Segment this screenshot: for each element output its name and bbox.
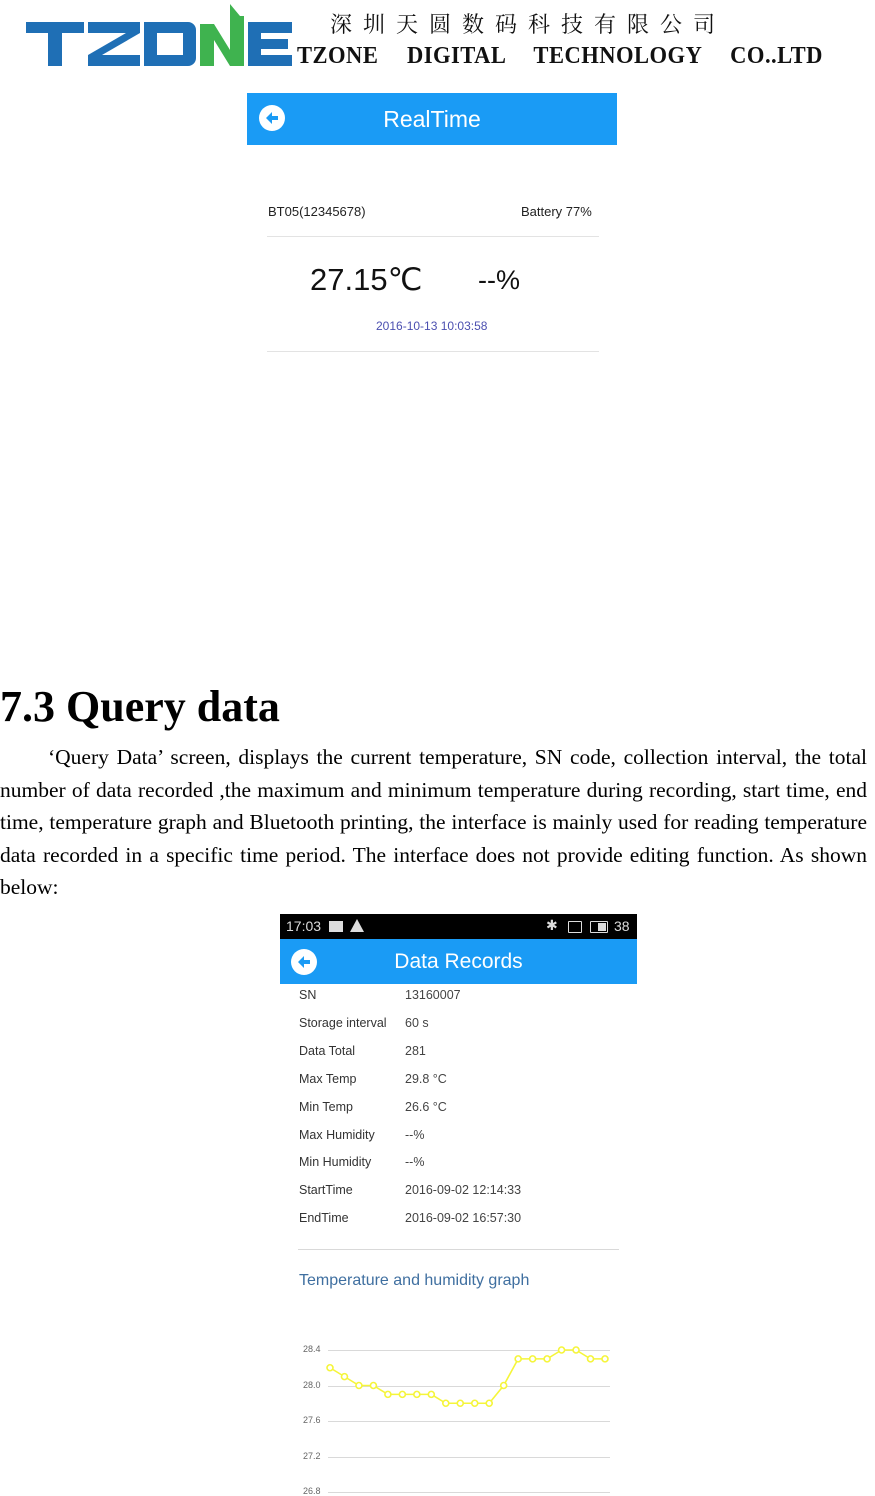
data-point [356, 1383, 362, 1389]
data-point [588, 1356, 594, 1362]
record-label: Data Total [299, 1043, 356, 1058]
record-label: StartTime [299, 1183, 353, 1198]
realtime-app-bar [247, 93, 617, 145]
data-point [544, 1356, 550, 1362]
data-point [385, 1391, 391, 1397]
y-axis-tick-label: 27.6 [303, 1415, 321, 1425]
data-point [428, 1391, 434, 1397]
record-label: Max Humidity [299, 1127, 375, 1142]
data-point [501, 1383, 507, 1389]
records-app-bar [280, 939, 637, 984]
battery-status: Battery 77% [521, 204, 592, 219]
image-notification-icon [329, 921, 343, 932]
record-value: 13160007 [405, 988, 461, 1002]
section-heading: 7.3 Query data [0, 682, 280, 731]
record-label: Max Temp [299, 1071, 357, 1086]
company-name-chinese: 深圳天圆数码科技有限公司 [330, 13, 727, 38]
y-axis-tick-label: 28.4 [303, 1344, 321, 1354]
data-point [457, 1400, 463, 1406]
realtime-title: RealTime [383, 105, 481, 132]
battery-level: 38 [614, 918, 630, 934]
divider [267, 351, 599, 352]
device-name: BT05(12345678) [268, 204, 366, 219]
record-value: --% [405, 1127, 425, 1142]
record-value: 2016-09-02 12:14:33 [405, 1183, 522, 1198]
record-value: 281 [405, 1043, 426, 1058]
y-axis-tick-label: 27.2 [303, 1450, 321, 1461]
warning-icon [350, 919, 364, 932]
record-label: Min Temp [299, 1099, 353, 1114]
data-point [515, 1356, 521, 1362]
data-point [559, 1347, 565, 1353]
paragraph-text: ‘Query Data’ screen, displays the current temperature, SN code, collection interval, the total number of data recorded ,the maximum and minimum temperature during recording, start time, end time, temperature graph and Bluetooth printing, the interface is mainly used for reading temperature data recorded in a specific time period. The interface does not provide editing function. As shown below: [0, 745, 867, 899]
divider [298, 1249, 619, 1250]
record-label: SN [299, 988, 317, 1002]
data-point [530, 1356, 536, 1362]
graph-title: Temperature and humidity graph [299, 1272, 530, 1289]
record-value: 2016-09-02 16:57:30 [405, 1211, 522, 1226]
status-time: 17:03 [286, 918, 322, 934]
data-point [327, 1365, 333, 1371]
data-point [414, 1391, 420, 1397]
temperature-line-series [296, 1336, 616, 1496]
battery-icon [590, 921, 608, 933]
bluetooth-icon: ✱ [546, 917, 558, 933]
current-temperature: 27.15℃ [310, 262, 423, 297]
back-arrow-icon[interactable] [259, 105, 285, 131]
data-point [399, 1391, 405, 1397]
record-label: Min Humidity [299, 1155, 372, 1170]
data-point [472, 1400, 478, 1406]
section-paragraph [0, 741, 867, 904]
phone-status-bar [280, 914, 637, 939]
screen-icon [568, 921, 582, 933]
y-axis-tick-label: 28.0 [303, 1379, 321, 1390]
record-value: 26.6 °C [405, 1099, 447, 1114]
record-value: --% [405, 1155, 425, 1170]
data-point [602, 1356, 608, 1362]
data-point [486, 1400, 492, 1406]
divider [267, 236, 599, 237]
data-point [443, 1400, 449, 1406]
reading-timestamp: 2016-10-13 10:03:58 [376, 319, 488, 333]
record-label: EndTime [299, 1211, 349, 1226]
record-value: 29.8 °C [405, 1071, 447, 1086]
y-axis-tick-label: 26.8 [303, 1486, 321, 1496]
data-point [370, 1383, 376, 1389]
company-name-english: TZONE DIGITAL TECHNOLOGY CO..LTD [297, 43, 823, 69]
current-humidity: --% [478, 265, 520, 295]
back-arrow-icon[interactable] [291, 949, 317, 975]
record-value: 60 s [405, 1015, 429, 1030]
temperature-chart [296, 1336, 616, 1496]
data-point [573, 1347, 579, 1353]
record-label: Storage interval [299, 1015, 387, 1030]
records-title: Data Records [394, 949, 523, 973]
tzone-logo [26, 2, 294, 68]
data-point [341, 1374, 347, 1380]
